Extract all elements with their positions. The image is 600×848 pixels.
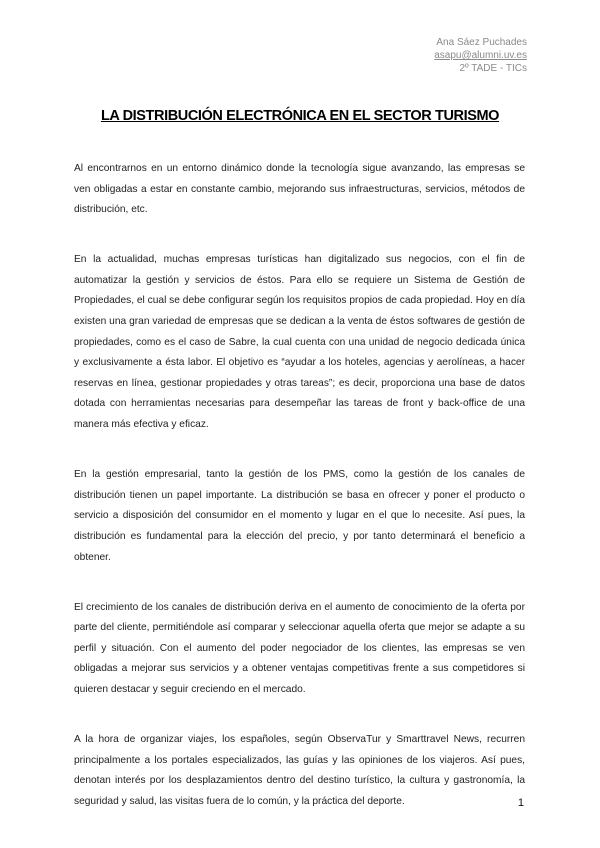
paragraph: En la actualidad, muchas empresas turísticas han digitalizado sus negocios, con el fin de automatizar la gestión y servicios de éstos. Para ello se requiere un Sistema de Gestión de Propiedades, el cual se debe configurar según los requisitos propios de cada propiedad. Hoy en día existen una gran variedad de empresas que se dedican a la venta de éstos softwares de gestión de propiedades, como es el caso de Sabre, la cual cuenta con una unidad de negocio dedicada única y exclusivamente a ésta labor. El objetivo es “ayudar a los hoteles, agencias y aerolíneas, a hacer reservas en línea, gestionar propiedades y otras tareas”; es decir, proporciona una base de datos dotada con herramientas necesarias para desempeñar las tareas de front y back-office de una manera más efectiva y eficaz. [74, 254, 525, 431]
paragraph: A la hora de organizar viajes, los españoles, según ObservaTur y Smarttravel News, recurren principalmente a los portales especializados, las guías y las opiniones de los viajeros. Así pues, denotan interés por los desplazamientos dentro del destino turístico, la cultura y gastronomía, la seguridad y salud, las visitas fuera de lo común, y la práctica del deporte. [74, 734, 525, 807]
paragraph: Al encontrarnos en un entorno dinámico donde la tecnología sigue avanzando, las empresas se ven obligadas a estar en constante cambio, mejorando sus infraestructuras, servicios, métodos de distribución, etc. [74, 163, 525, 216]
document-body [74, 159, 525, 842]
paragraph: El crecimiento de los canales de distribución deriva en el aumento de conocimiento de la oferta por parte del cliente, permitiéndole así comparar y seleccionar aquella oferta que mejor se adapte a su perfil y situación. Con el aumento del poder negociador de los clientes, las empresas se ven obligadas a mejorar sus servicios y a obtener ventajas competitivas frente a sus competidores si quieren destacar y seguir creciendo en el mercado. [74, 601, 525, 695]
document-title: LA DISTRIBUCIÓN ELECTRÓNICA EN EL SECTOR TURISMO [100, 108, 500, 124]
author-email-link[interactable]: asapu@alumni.uv.es [434, 50, 527, 61]
paragraph: En la gestión empresarial, tanto la gestión de los PMS, como la gestión de los canales de distribución tienen un papel importante. La distribución se basa en ofrecer y poner el producto o servicio a disposición del consumidor en el momento y lugar en el que lo necesite. Así pues, la distribución es fundamental para la elección del precio, y por tanto determinará el beneficio a obtener. [74, 469, 525, 563]
page-number: 1 [517, 797, 524, 809]
document-header [434, 36, 527, 75]
course-label: 2º TADE - TICs [459, 63, 527, 74]
author-name: Ana Sáez Puchades [436, 37, 527, 48]
